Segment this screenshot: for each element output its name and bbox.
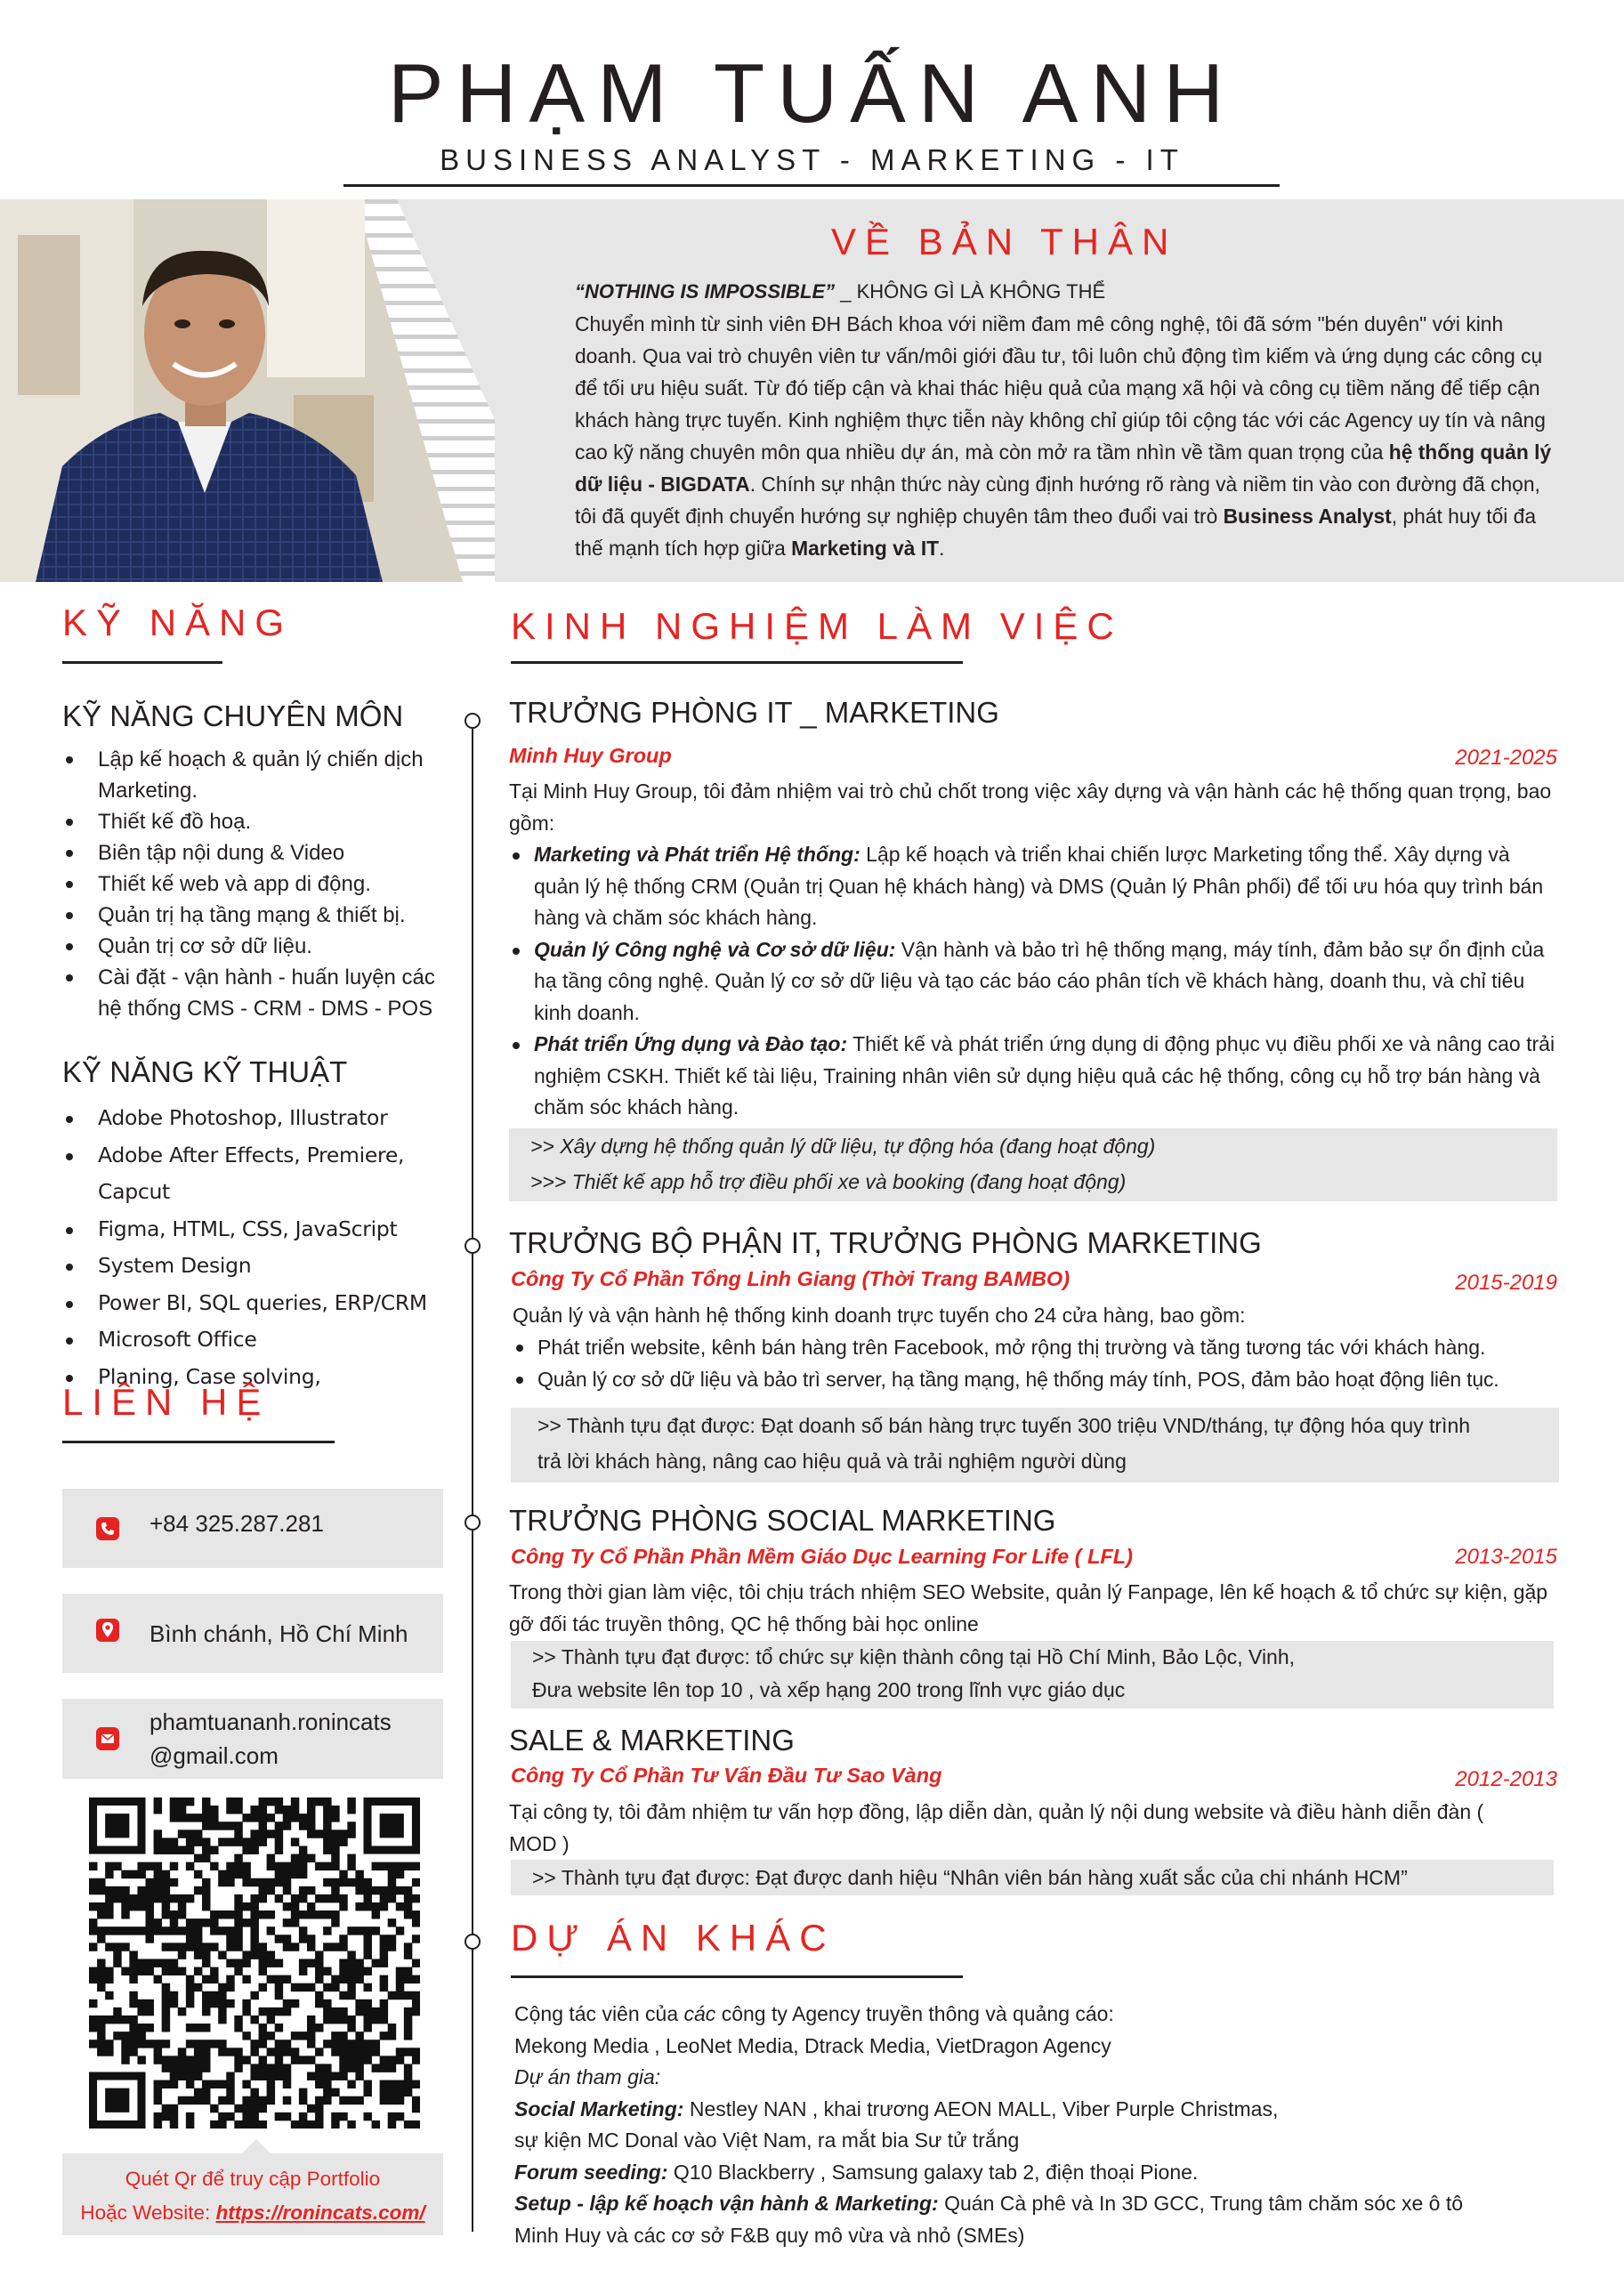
skill-text: Figma, HTML, CSS, JavaScript <box>98 1216 398 1241</box>
achievement-line: >> Thành tựu đạt được: Đạt doanh số bán hàng trực tuyến 300 triệu VND/tháng, tự động hóa quy trình <box>537 1414 1471 1437</box>
bullet-text: Lập kế hoạch và triển khai chiến lược Marketing tổng thể. Xây dựng và quản lý hệ thống CRM (Quản trị Quan hệ khách hàng) và DMS (Quản lý Phân phối) để tối ưu hóa quy trình bán hàng và chăm sóc khách hàng. <box>534 843 1544 929</box>
skills-title: KỸ NĂNG <box>62 602 294 643</box>
projects-text-part: Quán Cà phê và In 3D GCC, Trung tâm chăm sóc xe ô tô <box>938 2192 1464 2215</box>
job-title: TRƯỞNG PHÒNG SOCIAL MARKETING <box>509 1504 1056 1537</box>
experience-title: KINH NGHIỆM LÀM VIỆC <box>511 605 1123 647</box>
contact-rule <box>62 1441 335 1443</box>
job-bullet <box>513 1363 1563 1395</box>
achievement-line: >> Thành tựu đạt được: Đạt được danh hiệu “Nhân viên bán hàng xuất sắc của chi nhánh HCM” <box>532 1866 1408 1889</box>
phone-number: +84 325.287.281 <box>149 1510 324 1537</box>
bullet-heading: Phát triển Ứng dụng và Đào tạo: <box>534 1032 848 1055</box>
contact-email[interactable] <box>62 1699 443 1779</box>
email-text <box>149 1705 392 1773</box>
company-name: Công Ty Cổ Phần Tổng Linh Giang (Thời Trang BAMBO) <box>511 1267 1071 1290</box>
job-bullet <box>513 1331 1563 1363</box>
about-ba: Business Analyst <box>1223 505 1392 528</box>
qr-caption-notch <box>241 2139 271 2154</box>
bullet-heading: Quản lý Công nghệ và Cơ sở dữ liệu: <box>534 937 896 961</box>
job-years: 2015-2019 <box>1455 1271 1557 1295</box>
skill-text: Adobe After Effects, Premiere, Capcut <box>98 1142 405 1204</box>
email-line-1: phamtuananh.ronincats <box>149 1708 392 1735</box>
header <box>0 0 1624 196</box>
job-description <box>513 1299 1563 1395</box>
skill-text: System Design <box>98 1253 252 1278</box>
projects-line <box>514 2094 1582 2126</box>
bullet-text: Thiết kế và phát triển ứng dụng di động phục vụ điều phối xe và nâng cao trải nghiệm CSKH. Thiết kế tài liệu, Training nhân viên sử dụng hiệu quả các hệ thống, công cụ hỗ trợ bán hàng và chăm sóc khách hàng. <box>534 1032 1555 1119</box>
website-label: Hoặc Website: <box>80 2201 216 2224</box>
projects-line: Dự án tham gia: <box>514 2065 661 2088</box>
list-item <box>62 1137 472 1211</box>
projects-rule <box>511 1975 963 1978</box>
list-item <box>62 1285 472 1322</box>
about-text <box>575 276 1561 564</box>
about-p3: , phát huy tối đa thế mạnh tích hợp giữa <box>575 505 1537 560</box>
timeline-dot <box>465 1515 481 1531</box>
job-years: 2012-2013 <box>1455 1767 1557 1791</box>
projects-line: Minh Huy và các cơ sở F&B quy mô vừa và nhỏ (SMEs) <box>514 2223 1025 2247</box>
about-p4: . <box>939 537 945 560</box>
skill-text: Thiết kế web và app di động. <box>98 872 371 896</box>
skill-text: Quản trị cơ sở dữ liệu. <box>98 934 312 958</box>
experience-rule <box>511 661 963 664</box>
achievement-box <box>511 1641 1554 1708</box>
timeline-dot <box>465 1238 481 1254</box>
timeline-line <box>472 719 473 2232</box>
website-link[interactable]: https://ronincats.com/ <box>215 2201 425 2224</box>
about-quote-suffix: _ KHÔNG GÌ LÀ KHÔNG THỂ <box>835 280 1106 303</box>
list-item <box>62 1248 472 1285</box>
candidate-name: PHẠM TUẤN ANH <box>387 46 1237 140</box>
list-item <box>62 868 454 900</box>
projects-text-part: Nestley NAN , khai trương AEON MALL, Viber Purple Christmas, <box>683 2096 1279 2120</box>
projects-text <box>514 1999 1582 2251</box>
job-description: Trong thời gian làm việc, tôi chịu trách nhiệm SEO Website, quản lý Fanpage, lên kế hoạch & tổ chức sự kiện, gặp gỡ đối tác truyền thông, QC hệ thống bài học online <box>509 1580 1548 1636</box>
skill-text: Planing, Case solving, <box>98 1363 321 1389</box>
skill-text: Microsoft Office <box>98 1327 257 1352</box>
list-item <box>62 744 454 806</box>
job-bullet <box>509 1029 1561 1124</box>
about-p2: . Chính sự nhận thức này cùng định hướng rõ ràng và niềm tin vào con đường đã chọn, tôi đã quyết định chuyển hướng sự nghiệp chuyên tâm theo đuổi vai trò <box>575 473 1540 528</box>
projects-text-part: Cộng tác viên của <box>514 2002 684 2025</box>
list-item <box>62 962 454 1024</box>
tech-skills-list <box>62 1100 472 1395</box>
contact-phone[interactable] <box>62 1489 443 1568</box>
list-item <box>62 931 454 962</box>
job-intro: Tại Minh Huy Group, tôi đảm nhiệm vai trò chủ chốt trong việc xây dựng và vận hành các hệ thống quan trọng, bao gồm: <box>509 780 1552 835</box>
job-years: 2021-2025 <box>1455 746 1557 770</box>
skills-rule <box>62 661 222 664</box>
achievement-box <box>511 1860 1554 1895</box>
achievement-box <box>509 1128 1557 1201</box>
qr-code-image <box>89 1797 420 2129</box>
phone-icon <box>96 1517 119 1540</box>
bullet-text: Vận hành và bảo trì hệ thống mạng, máy tính, đảm bảo sự ổn định của hạ tầng công nghệ. Quản lý cơ sở dữ liệu và tạo các báo cáo phân tích về khách hàng, doanh thu, và chỉ tiêu kinh doanh. <box>534 937 1545 1024</box>
company-name: Minh Huy Group <box>509 744 672 767</box>
projects-text-part: công ty Agency truyền thông và quảng cáo: <box>715 2002 1114 2025</box>
skill-text: Thiết kế đồ hoạ. <box>98 810 252 834</box>
projects-title: DỰ ÁN KHÁC <box>511 1917 836 1959</box>
projects-heading: Forum seeding: <box>514 2160 668 2184</box>
achievement-line: trả lời khách hàng, nâng cao hiệu quả và trải nghiệm người dùng <box>537 1450 1127 1473</box>
achievement-line: >>> Thiết kế app hỗ trợ điều phối xe và booking (đang hoạt động) <box>530 1170 1127 1193</box>
candidate-subtitle: BUSINESS ANALYST - MARKETING - IT <box>440 143 1184 176</box>
company-name: Công Ty Cổ Phần Phần Mềm Giáo Dục Learning For Life ( LFL) <box>511 1545 1133 1568</box>
about-p1: Chuyển mình từ sinh viên ĐH Bách khoa với niềm đam mê công nghệ, tôi đã sớm "bén duyên" với kinh doanh. Qua vai trò chuyên viên tư vấn/môi giới đầu tư, tôi luôn chủ động tìm kiếm và ứng dụng các công cụ để tối ưu hiệu suất. Từ đó tiếp cận và khai thác hiệu quả của mạng xã hội và công cụ tiềm năng để tiếp cận khách hàng trực tuyến. Kinh nghiệm thực tiễn này không chỉ giúp tôi cộng tác với các Agency uy tín và nâng cao kỹ năng chuyên môn qua nhiều dự án, mà còn mở ra tầm nhìn về tầm quan trọng của <box>575 312 1546 464</box>
website-line <box>62 2198 443 2228</box>
skill-text: Adobe Photoshop, Illustrator <box>98 1105 388 1130</box>
portrait-svg <box>0 199 495 582</box>
projects-line <box>514 2188 1582 2220</box>
skill-text: Quản trị hạ tầng mạng & thiết bị. <box>98 903 406 927</box>
job-description <box>509 776 1561 1124</box>
about-title: VỀ BẢN THÂN <box>831 221 1178 263</box>
skill-text: Biên tập nội dung & Video <box>98 841 345 865</box>
list-item <box>62 900 454 931</box>
email-line-2: @gmail.com <box>149 1742 279 1769</box>
job-description: Tại công ty, tôi đảm nhiệm tư vấn hợp đồng, lập diễn dàn, quản lý nội dung website và điều hành diễn đàn ( MOD ) <box>509 1800 1484 1855</box>
job-years: 2013-2015 <box>1455 1545 1557 1569</box>
bullet-heading: Marketing và Phát triển Hệ thống: <box>534 843 860 866</box>
tech-skills-title: KỸ NĂNG KỸ THUẬT <box>62 1055 348 1088</box>
projects-line <box>514 2157 1582 2189</box>
projects-line: sự kiện MC Donal vào Việt Nam, ra mắt bia Sư tử trắng <box>514 2129 1020 2152</box>
about-quote: “NOTHING IS IMPOSSIBLE” <box>575 280 836 303</box>
company-name: Công Ty Cổ Phần Tư Vấn Đầu Tư Sao Vàng <box>511 1764 942 1787</box>
about-paragraph <box>575 308 1561 564</box>
projects-heading: Setup - lập kế hoạch vận hành & Marketing: <box>514 2192 939 2215</box>
profile-photo <box>0 199 495 582</box>
job-bullet <box>509 934 1561 1030</box>
achievement-box <box>511 1408 1559 1482</box>
skill-text: Power BI, SQL queries, ERP/CRM <box>98 1289 427 1315</box>
bullet-text: Quản lý cơ sở dữ liệu và bảo trì server, hạ tầng mạng, hệ thống máy tính, POS, đảm bảo hoạt động liên tục. <box>537 1368 1499 1391</box>
projects-heading: Social Marketing: <box>514 2096 684 2120</box>
projects-line: Mekong Media , LeoNet Media, Dtrack Media, VietDragon Agency <box>514 2033 1111 2057</box>
contact-title: LIÊN HỆ <box>62 1381 271 1423</box>
pro-skills-list <box>62 744 454 1024</box>
projects-text-part: các <box>683 2002 716 2025</box>
achievement-line: Đưa website lên top 10 , và xếp hạng 200 trong lĩnh vực giáo dục <box>532 1678 1126 1701</box>
contact-address <box>62 1594 443 1673</box>
job-title: TRƯỞNG PHÒNG IT _ MARKETING <box>509 696 999 729</box>
projects-text-part: Q10 Blackberry , Samsung galaxy tab 2, điện thoại Pione. <box>667 2160 1199 2184</box>
location-pin-icon <box>96 1619 119 1642</box>
list-item <box>62 806 454 837</box>
timeline-dot <box>465 713 481 729</box>
job-title: SALE & MARKETING <box>509 1724 795 1757</box>
list-item <box>62 837 454 868</box>
job-intro: Quản lý và vận hành hệ thống kinh doanh trực tuyến cho 24 cửa hàng, bao gồm: <box>513 1304 1246 1327</box>
pro-skills-title: KỸ NĂNG CHUYÊN MÔN <box>62 699 404 732</box>
address-text: Bình chánh, Hồ Chí Minh <box>149 1620 408 1647</box>
about-quote-line <box>575 276 1561 308</box>
skill-text: Lập kế hoạch & quản lý chiến dịch Marketing. <box>98 747 424 803</box>
job-title: TRƯỞNG BỘ PHẬN IT, TRƯỞNG PHÒNG MARKETING <box>509 1226 1262 1259</box>
bullet-text: Phát triển website, kênh bán hàng trên Facebook, mở rộng thị trường và tăng tương tác với khách hàng. <box>537 1336 1486 1359</box>
list-item <box>62 1100 472 1137</box>
mail-icon <box>96 1727 119 1750</box>
projects-line <box>514 1999 1582 2031</box>
about-mkt-it: Marketing và IT <box>791 537 940 560</box>
qr-caption: Quét Qr để truy cập Portfolio <box>125 2168 381 2190</box>
header-rule <box>343 184 1280 187</box>
list-item <box>62 1211 472 1248</box>
skill-text: Cài đặt - vận hành - huấn luyện các hệ thống CMS - CRM - DMS - POS <box>98 965 435 1021</box>
timeline-dot <box>465 1934 481 1950</box>
job-bullet <box>509 839 1561 934</box>
about-bigdata: hệ thống quản lý dữ liệu - BIGDATA <box>575 440 1552 496</box>
list-item <box>62 1321 472 1359</box>
achievement-line: >> Thành tựu đạt được: tổ chức sự kiện thành công tại Hồ Chí Minh, Bảo Lộc, Vinh, <box>532 1645 1296 1668</box>
achievement-line: >> Xây dựng hệ thống quản lý dữ liệu, tự động hóa (đang hoạt động) <box>530 1135 1156 1158</box>
qr-code[interactable] <box>89 1797 420 2129</box>
